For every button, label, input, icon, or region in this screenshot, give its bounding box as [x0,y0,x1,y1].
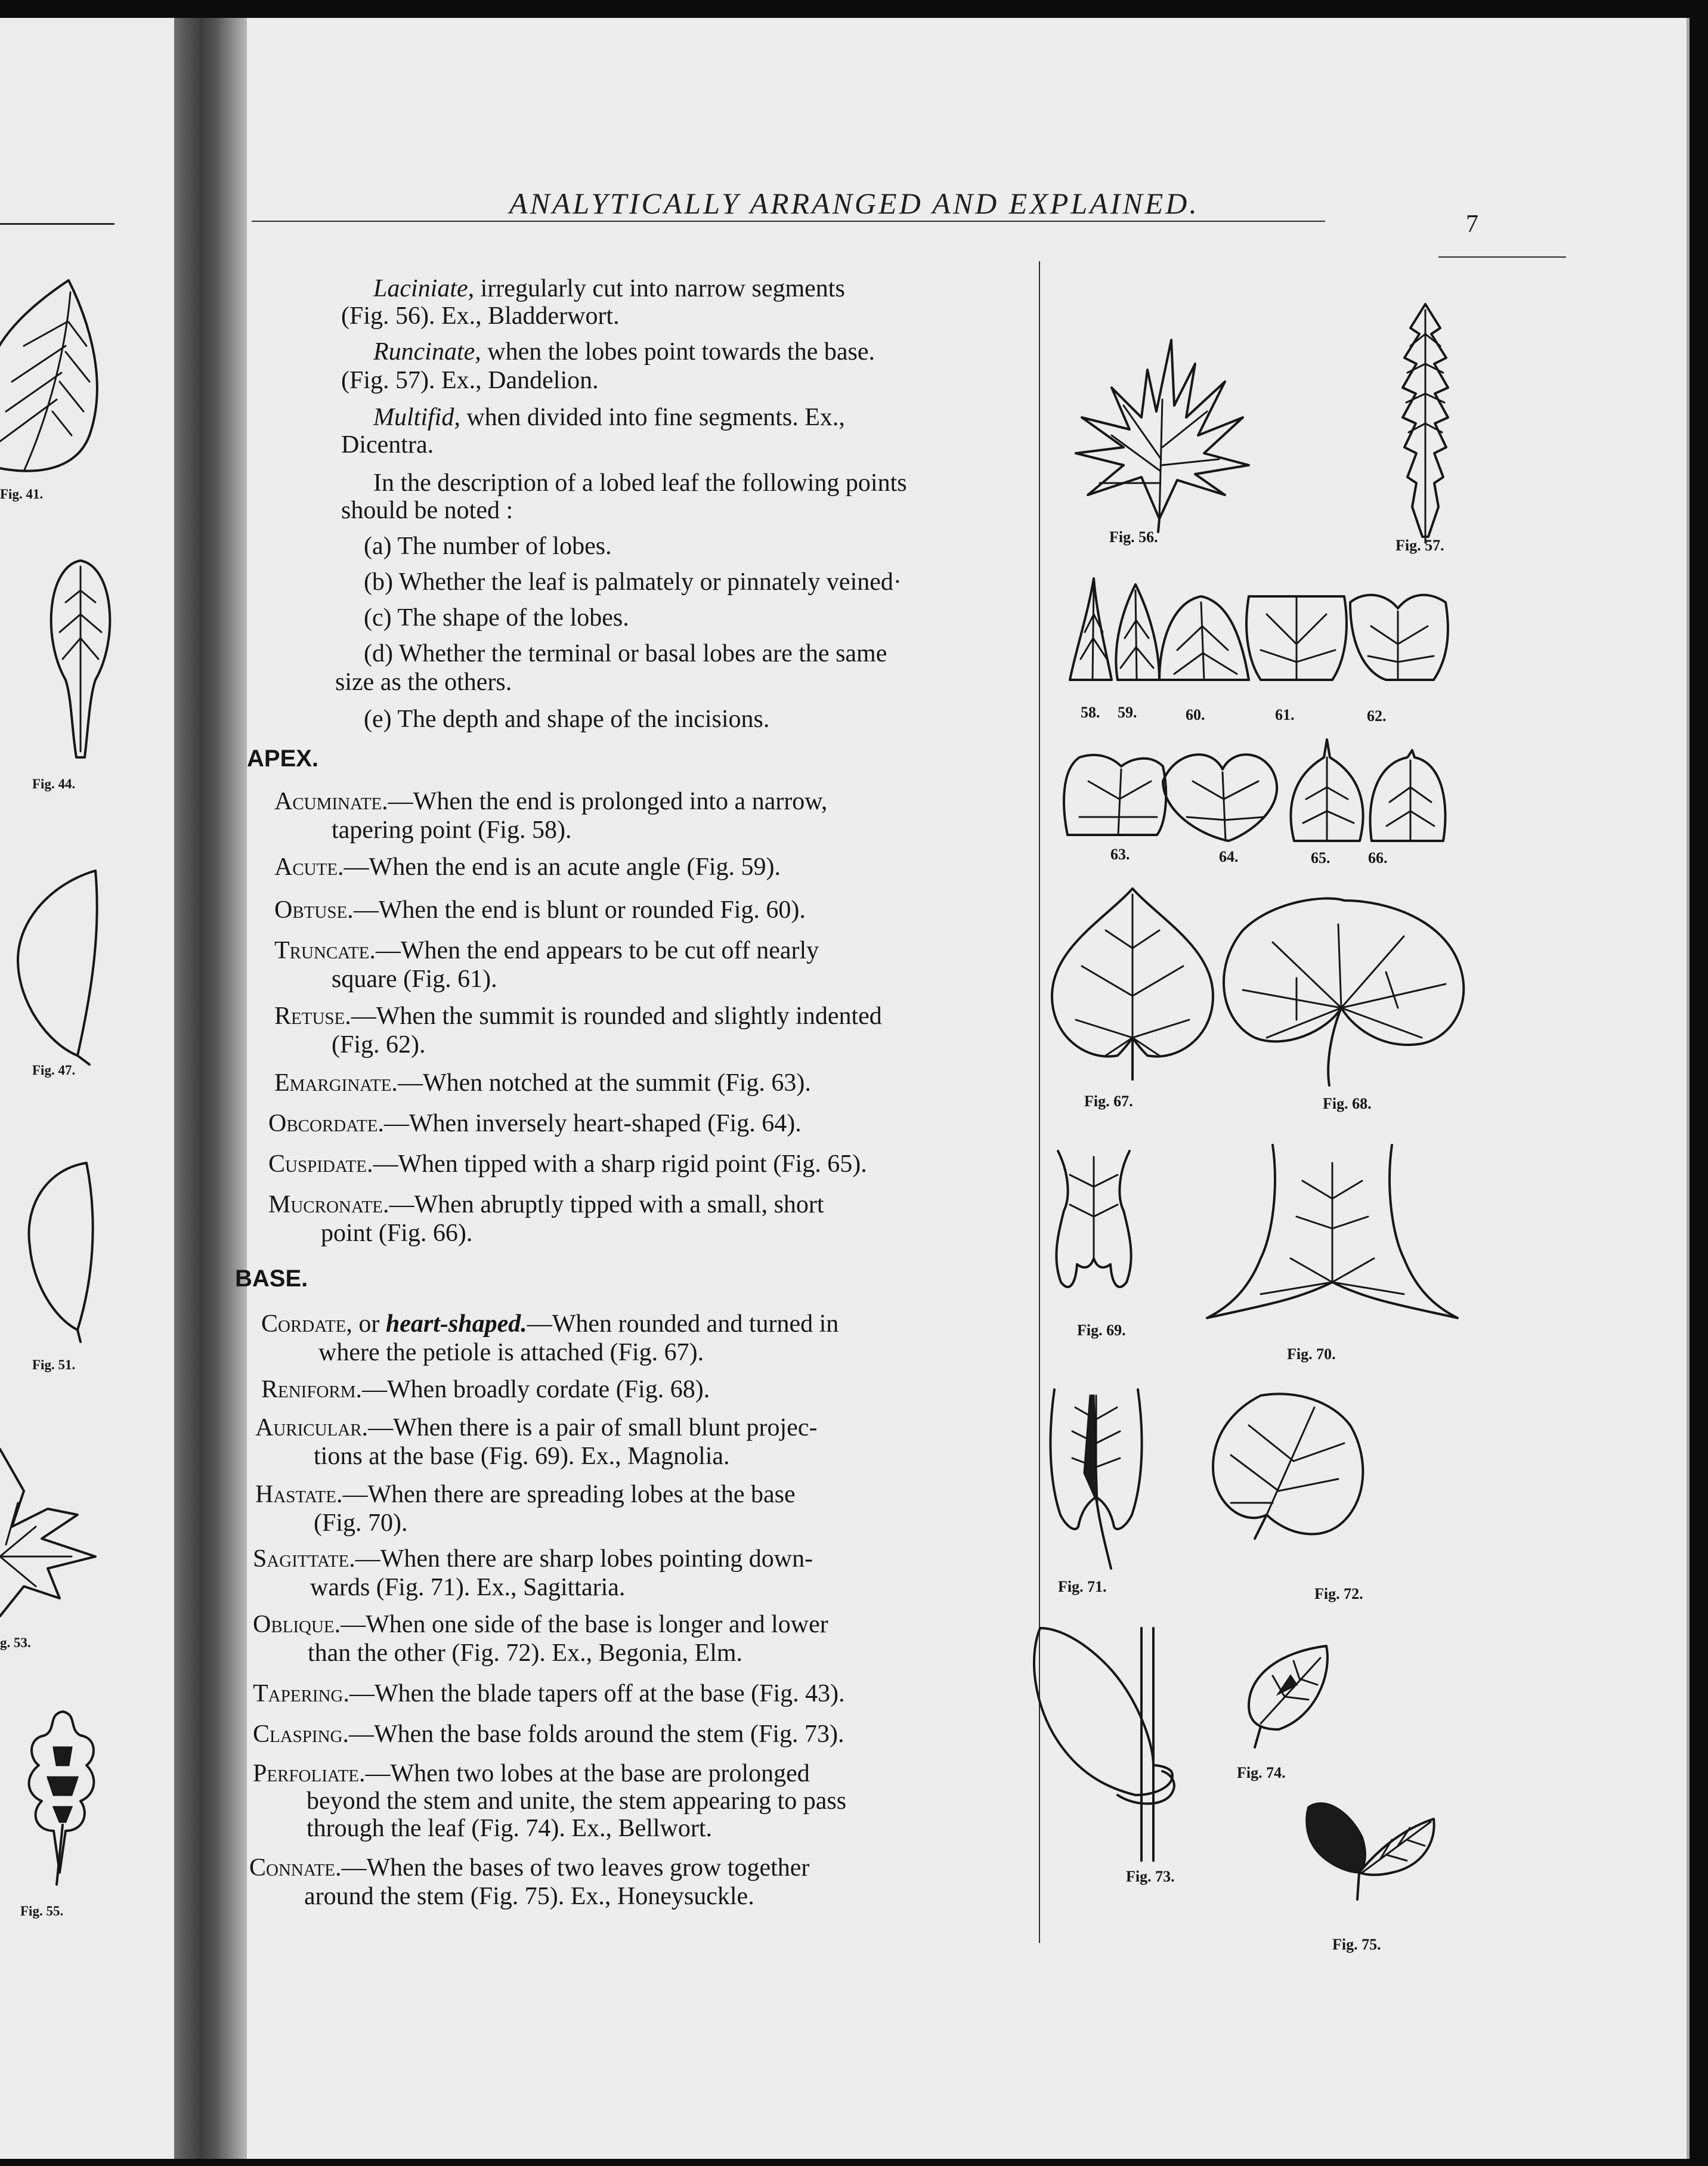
fig-67-caption: Fig. 67. [1084,1093,1133,1110]
fig-69-auricular-leaf [1034,1139,1159,1312]
fig-58-acuminate-leaf [1070,578,1112,680]
multifid-line-2: Dicentra. [341,431,434,459]
base-heading: BASE. [235,1265,308,1292]
sagittate-def: —When there are sharp lobes pointing down- [355,1545,813,1573]
truncate-line-1 [274,936,819,965]
fig-63-emarginate-leaf [1064,755,1166,835]
term-perfoliate: Perfoliate. [253,1760,366,1787]
fig-72-oblique-leaf [1195,1384,1374,1562]
fig-53-caption: g. 53. [0,1635,31,1650]
fig-69-caption: Fig. 69. [1077,1322,1126,1339]
fig-60-obtuse-leaf [1159,596,1249,680]
obtuse-line [274,896,806,924]
fig-70-caption: Fig. 70. [1287,1345,1336,1363]
auricular-line-2: tions at the base (Fig. 69). Ex., Magnolia. [314,1443,730,1470]
fig-65-label: 65. [1311,849,1330,867]
obcordate-def: —When inversely heart-shaped (Fig. 64). [383,1110,802,1137]
laciniate-line-1 [373,274,845,303]
term-retuse: Retuse. [274,1002,351,1030]
laciniate-def: irregularly cut into narrow segments [474,275,845,302]
laciniate-line-2: (Fig. 56). Ex., Bladderwort. [341,302,620,330]
fig-56-caption: Fig. 56. [1109,528,1158,546]
fig-58-label: 58. [1081,704,1100,721]
fig-41-caption: Fig. 41. [0,487,44,502]
fig-60-label: 60. [1186,706,1205,723]
term-oblique: Oblique. [253,1611,341,1638]
fig-75-connate-leaves [1302,1783,1446,1902]
runcinate-line-2: (Fig. 57). Ex., Dandelion. [341,367,599,394]
fig-44-caption: Fig. 44. [32,776,76,791]
point-a: (a) The number of lobes. [364,533,612,560]
term-emarginate: Emarginate. [274,1069,398,1097]
book-page [235,18,1690,2159]
term-obcordate: Obcordate. [268,1110,384,1137]
multifid-def: when divided into fine segments. Ex., [460,404,845,431]
term-mucronate: Mucronate. [268,1191,389,1218]
fig-56-laciniate-leaf [1052,316,1267,537]
fig-64-label: 64. [1219,848,1239,865]
auricular-line-1 [255,1413,817,1442]
fig-71-sagittate-leaf [1042,1384,1150,1574]
fig-74-caption: Fig. 74. [1237,1764,1286,1781]
left-leaf-fig-51 [12,1151,101,1354]
connate-line-2: around the stem (Fig. 75). Ex., Honeysuckle. [304,1883,754,1910]
obcordate-line [268,1109,802,1138]
mucronate-line-1 [268,1190,824,1219]
perfoliate-line-3: through the leaf (Fig. 74). Ex., Bellwort. [307,1815,713,1842]
oblique-def: —When one side of the base is longer and lower [341,1611,828,1638]
fig-68-caption: Fig. 68. [1323,1095,1372,1112]
page-number: 7 [1466,211,1478,238]
fig-74-perfoliate-leaf [1237,1640,1356,1759]
hastate-line-1 [255,1480,796,1509]
cordate-mid: or [352,1310,386,1338]
sagittate-line-2: wards (Fig. 71). Ex., Sagittaria. [310,1574,626,1601]
fig-70-hastate-leaf [1201,1139,1463,1342]
acuminate-line-1 [274,787,827,816]
oblique-line-1 [253,1610,828,1639]
fig-57-runcinate-leaf [1396,298,1455,549]
term-sagittate: Sagittate. [253,1545,355,1573]
connate-line-1 [249,1854,809,1882]
left-leaf-fig-53 [0,1437,119,1634]
fig-66-mucronate-leaf [1370,750,1446,841]
fig-66-label: 66. [1368,849,1388,867]
term-obtuse: Obtuse. [274,896,354,924]
fig-57-caption: Fig. 57. [1396,537,1444,554]
truncate-line-2: square (Fig. 61). [332,966,497,993]
mucronate-def: —When abruptly tipped with a small, short [389,1191,824,1218]
runcinate-def: when the lobes point towards the base. [481,338,875,366]
intro-line-2: should be noted : [341,497,513,524]
fig-73-clasping-leaf [1016,1622,1207,1873]
term-acute: Acute. [274,853,344,881]
sagittate-line-1 [253,1545,813,1573]
fig-65-cuspidate-leaf [1291,739,1363,841]
hastate-def: —When there are spreading lobes at the base [342,1481,796,1508]
point-d-line-2: size as the others. [335,669,512,696]
term-connate: Connate. [249,1854,342,1882]
acute-line [274,853,781,881]
cuspidate-def: —When tipped with a sharp rigid point (Fig. 65). [373,1150,867,1178]
term-clasping: Clasping. [253,1721,349,1748]
fig-59-acute-leaf [1116,584,1159,680]
oblique-line-2: than the other (Fig. 72). Ex., Begonia, Elm. [308,1639,743,1667]
point-e: (e) The depth and shape of the incisions. [364,706,770,733]
acuminate-line-2: tapering point (Fig. 58). [332,816,572,844]
term-tapering: Tapering. [253,1680,349,1707]
term-reniform: Reniform. [261,1376,363,1403]
cordate-line-2: where the petiole is attached (Fig. 67). [318,1339,704,1366]
retuse-line-2: (Fig. 62). [332,1031,426,1059]
fig-47-caption: Fig. 47. [32,1063,76,1078]
mucronate-line-2: point (Fig. 66). [321,1220,473,1247]
left-leaf-fig-44 [36,555,125,769]
runcinate-line-1 [373,338,875,366]
term-laciniate: Laciniate, [373,275,475,302]
left-leaf-fig-41 [0,256,174,507]
header-rule-right [1438,256,1566,258]
term-cordate: Cordate, [261,1310,352,1338]
fig-59-label: 59. [1118,704,1137,721]
point-b: (b) Whether the leaf is palmately or pinnately veined· [364,568,902,596]
fig-62-label: 62. [1367,707,1387,725]
multifid-line-1 [373,403,845,432]
fig-61-label: 61. [1275,706,1295,723]
term-multifid: Multifid, [373,404,460,431]
cuspidate-line [268,1150,867,1178]
text-column [235,18,1040,1986]
reniform-def: —When broadly cordate (Fig. 68). [362,1376,710,1403]
left-leaf-fig-47 [6,865,113,1067]
cordate-def: —When rounded and turned in [527,1310,839,1338]
intro-line-1: In the description of a lobed leaf the following points [373,469,907,497]
left-page-header-rule [0,223,115,225]
acuminate-def: —When the end is prolonged into a narrow, [388,788,828,815]
fig-61-truncate-leaf [1246,596,1347,680]
cordate-line-1 [261,1310,838,1338]
term-cuspidate: Cuspidate. [268,1150,373,1178]
fig-75-caption: Fig. 75. [1332,1936,1381,1953]
term-heart-shaped: heart-shaped. [385,1310,527,1338]
fig-68-reniform-leaf [1207,889,1475,1091]
term-hastate: Hastate. [255,1481,343,1508]
connate-def: —When the bases of two leaves grow together [341,1854,810,1882]
running-head: ANALYTICALLY ARRANGED AND EXPLAINED. [509,187,1199,220]
apex-row-figs-63-66 [1062,734,1455,847]
emarginate-def: —When notched at the summit (Fig. 63). [397,1069,811,1097]
auricular-def: —When there is a pair of small blunt projec- [368,1414,818,1441]
previous-page-strip [0,18,175,2159]
term-runcinate: Runcinate, [373,338,481,366]
left-leaf-fig-55 [12,1706,113,1885]
truncate-def: —When the end appears to be cut off nearly [375,937,819,964]
clasping-line [253,1720,844,1749]
tapering-line [253,1679,845,1708]
fig-55-caption: Fig. 55. [20,1904,64,1919]
perfoliate-def: —When two lobes at the base are prolonged [365,1760,810,1787]
fig-72-caption: Fig. 72. [1314,1585,1363,1602]
term-auricular: Auricular. [255,1414,369,1441]
retuse-line-1 [274,1002,882,1031]
acute-def: —When the end is an acute angle (Fig. 59). [344,853,781,881]
perfoliate-line-1 [253,1759,810,1788]
emarginate-line [274,1069,811,1097]
term-truncate: Truncate. [274,937,376,964]
hastate-line-2: (Fig. 70). [314,1509,408,1537]
fig-73-caption: Fig. 73. [1126,1868,1175,1885]
fig-62-retuse-leaf [1350,595,1448,680]
reniform-line [261,1375,710,1404]
retuse-def: —When the summit is rounded and slightly indented [351,1002,882,1030]
fig-67-cordate-leaf [1034,877,1231,1091]
fig-63-label: 63. [1110,846,1130,863]
fig-51-caption: Fig. 51. [32,1357,76,1372]
fig-71-caption: Fig. 71. [1058,1578,1107,1595]
fig-64-obcordate-leaf [1163,754,1277,841]
point-d-line-1: (d) Whether the terminal or basal lobes are the same [364,640,887,667]
clasping-def: —When the base folds around the stem (Fig. 73). [348,1721,844,1748]
apex-heading: APEX. [247,745,319,772]
tapering-def: —When the blade tapers off at the base (Fig. 43). [349,1680,845,1707]
perfoliate-line-2: beyond the stem and unite, the stem appearing to pass [307,1787,847,1815]
point-c: (c) The shape of the lobes. [364,604,629,632]
term-acuminate: Acuminate. [274,788,388,815]
obtuse-def: —When the end is blunt or rounded Fig. 60). [353,896,806,924]
apex-row-figs-58-62 [1070,573,1452,692]
book-gutter [174,18,247,2159]
